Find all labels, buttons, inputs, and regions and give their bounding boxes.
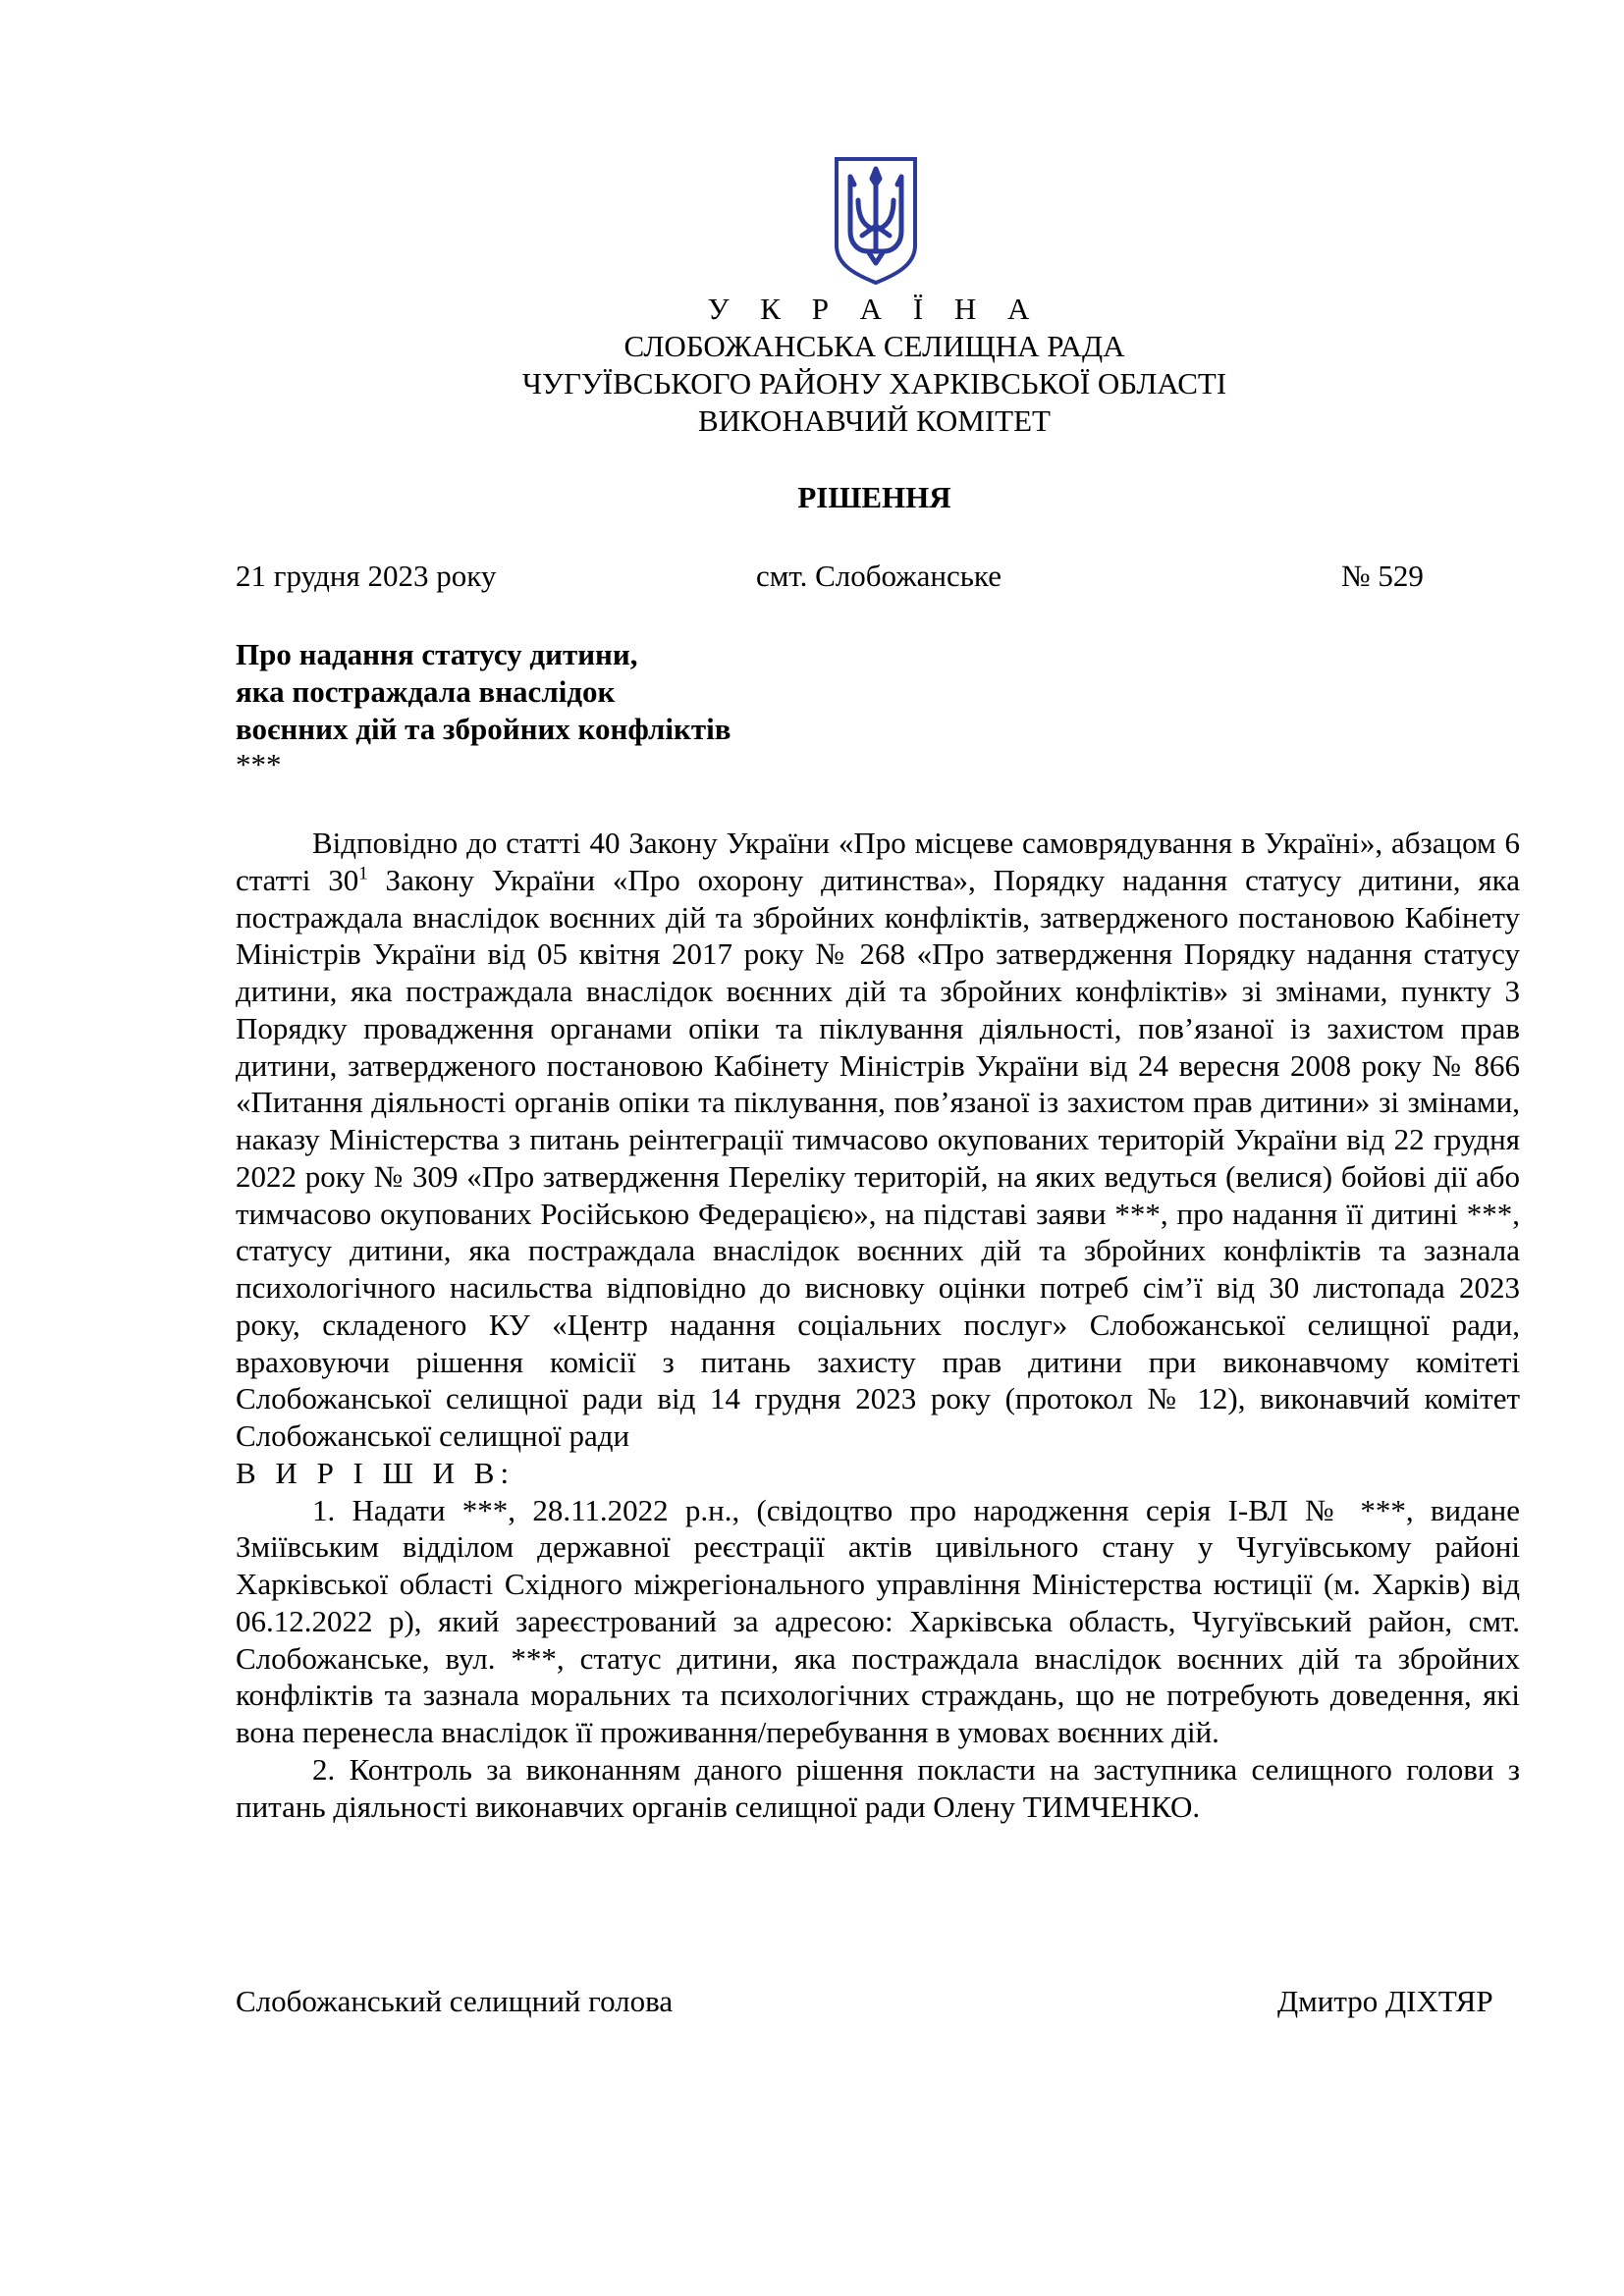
council-heading: СЛОБОЖАНСЬКА СЕЛИЩНА РАДА <box>623 329 1125 363</box>
resolved-heading: В И Р І Ш И В: <box>236 1455 515 1490</box>
district-heading: ЧУГУЇВСЬКОГО РАЙОНУ ХАРКІВСЬКОЇ ОБЛАСТІ <box>521 366 1227 400</box>
subject-line-2: яка постраждала внаслідок <box>236 674 616 709</box>
committee-heading: ВИКОНАВЧИЙ КОМІТЕТ <box>698 403 1051 438</box>
document-type-title: РІШЕННЯ <box>797 480 951 514</box>
subject-line-1: Про надання статусу дитини, <box>236 637 638 671</box>
resolution-item-1: 1. Надати ***, 28.11.2022 р.н., (свідоцтво про народження серія I-ВЛ № ***, видане Зміївським відділом державної реєстрації актів цивільного стану у Чугуївському районі Харківської області Східного міжрегіонального управління Міністерства юстиції (м. Харків) від 06.12.2022 р), який зареєстрований за адресою: Харківська область, Чугуївський район, смт. Слобожанське, вул. ***, статус дитини, яка постраждала внаслідок воєнних дій та збройних конфліктів та зазнала моральних та психологічних страждань, що не потребують доведення, які вона перенесла внаслідок її проживання/перебування в умовах воєнних дій. <box>236 1492 1520 1749</box>
country-heading: У К Р А Ї Н А <box>707 292 1042 326</box>
preamble-text-part-1: Відповідно до статті 40 Закону України «Про місцеве самоврядування в Україні», абзацом 6 статті 30 <box>236 826 1520 897</box>
decision-number: № 529 <box>1341 559 1424 593</box>
preamble-paragraph <box>236 825 1520 1455</box>
decision-subject <box>236 636 731 748</box>
signatory-position: Слобожанський селищний голова <box>236 1984 674 2018</box>
signatory-name: Дмитро ДІХТЯР <box>1277 1984 1493 2018</box>
subject-line-3: воєнних дій та збройних конфліктів <box>236 712 731 746</box>
decision-place: смт. Слобожанське <box>756 559 1001 593</box>
tryzub-coat-of-arms-icon <box>833 155 919 287</box>
preamble-text-part-2: Закону України «Про охорону дитинства», Порядку надання статусу дитини, яка постраждала внаслідок воєнних дій та збройних конфліктів, затвердженого постановою Кабінету Міністрів України від 05 квітня 2017 року № 268 «Про затвердження Порядку надання статусу дитини, яка постраждала внаслідок воєнних дій та збройних конфліктів» зі змінами, пункту 3 Порядку провадження органами опіки та піклування діяльності, пов’язаної із захистом прав дитини, затвердженого постановою Кабінету Міністрів України від 24 вересня 2008 року № 866 «Питання діяльності органів опіки та піклування, пов’язаної із захистом прав дитини» зі змінами, наказу Міністерства з питань реінтеграції тимчасово окупованих територій України від 22 грудня 2022 року № 309 «Про затвердження Переліку територій, на яких ведуться (велися) бойові дії або тимчасово окупованих Російською Федерацією», на підставі заяви ***, про надання її дитині ***, статусу дитини, яка постраждала внаслідок воєнних дій та збройних конфліктів та зазнала психологічного насильства відповідно до висновку оцінки потреб сім’ї від 30 листопада 2023 року, складеного КУ «Центр надання соціальних послуг» Слобожанської селищної ради, враховуючи рішення комісії з питань захисту прав дитини при виконавчому комітеті Слобожанської селищної ради від 14 грудня 2023 року (протокол № 12), виконавчий комітет Слобожанської селищної ради <box>236 862 1520 1453</box>
article-superscript: 1 <box>358 863 368 884</box>
decision-body <box>236 825 1520 1825</box>
resolution-item-2: 2. Контроль за виконанням даного рішення покласти на заступника селищного голови з питань діяльності виконавчих органів селищної ради Олену ТИМЧЕНКО. <box>236 1751 1520 1824</box>
decision-date: 21 грудня 2023 року <box>236 559 497 593</box>
redacted-marker: *** <box>236 747 282 781</box>
